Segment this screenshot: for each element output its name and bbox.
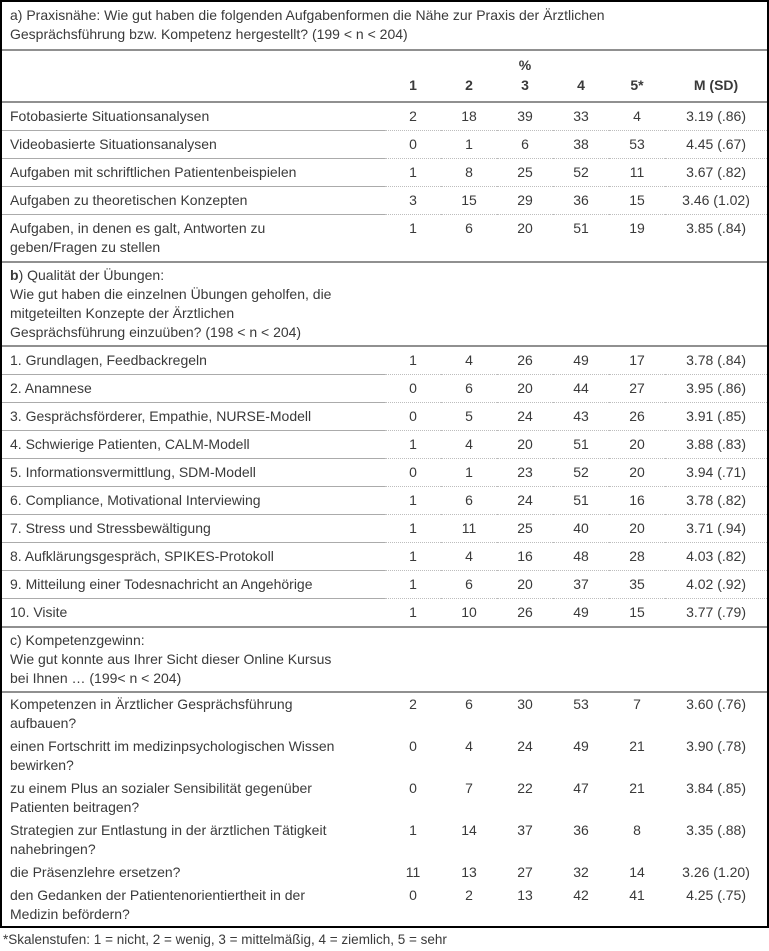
rating-value-cell: 0: [385, 459, 441, 487]
rating-value-cell: 1: [385, 599, 441, 628]
rating-value-cell: 30: [517, 696, 533, 712]
row-label-line: zu einem Plus an sozialer Sensibilität gegenüber: [10, 780, 312, 796]
rating-value-cell: 6: [441, 487, 497, 515]
rating-value-cell: 49: [553, 346, 609, 375]
rating-value-cell: 1: [385, 571, 441, 599]
section-header-line-text: c) Kompetenzgewinn:: [10, 632, 145, 648]
rating-value-cell: 37: [553, 571, 609, 599]
rating-value-cell: 2: [409, 696, 417, 712]
rating-value-cell: 40: [553, 515, 609, 543]
rating-value-cell: 53: [609, 131, 665, 159]
row-label-line: 9. Mitteilung einer Todesnachricht an Angehörige: [10, 576, 313, 592]
row-label-line: den Gedanken der Patientenorientiertheit in der: [10, 887, 305, 903]
mean-sd-cell: 3.85 (.84): [665, 215, 767, 263]
row-label-cell: [2, 459, 385, 487]
section-header-line: [10, 285, 375, 304]
rating-value-cell: 22: [517, 780, 533, 796]
mean-sd-cell: 3.78 (.84): [665, 346, 767, 375]
section-header-a: [2, 2, 767, 50]
section-header-line: [10, 25, 757, 44]
table-row: [2, 187, 767, 215]
rating-value-cell: 14: [461, 822, 477, 838]
rating-value-cell: 1: [441, 459, 497, 487]
mean-sd-cell: 4.03 (.82): [665, 543, 767, 571]
rating-value-cell: 5: [441, 403, 497, 431]
section-header-text: [2, 262, 385, 346]
row-label-cell: [2, 543, 385, 571]
rating-value-cell: 4: [441, 346, 497, 375]
table-row: [2, 459, 767, 487]
table-row: [2, 735, 767, 777]
mean-sd-cell: 3.90 (.78): [686, 738, 746, 754]
rating-value-cell: 48: [553, 543, 609, 571]
row-label-line: 4. Schwierige Patienten, CALM-Modell: [10, 436, 250, 452]
rating-value-cell: 53: [573, 696, 589, 712]
rating-value-cell: 1: [409, 822, 417, 838]
mean-sd-cell: 3.26 (1.20): [682, 864, 750, 880]
row-label-line: 10. Visite: [10, 604, 68, 620]
section-header-line-text: Gesprächsführung einzuüben? (198 < n < 204): [10, 324, 302, 340]
rating-value-cell: 1: [441, 131, 497, 159]
rating-value-cell: 43: [553, 403, 609, 431]
row-label-line: 7. Stress und Stressbewältigung: [10, 520, 211, 536]
rating-value-cell: 0: [409, 887, 417, 903]
row-label-line: 2. Anamnese: [10, 380, 92, 396]
scale-column-header: 2: [441, 75, 497, 102]
row-label-line: Kompetenzen in Ärztlicher Gesprächsführung: [10, 696, 293, 712]
empty-cell: [385, 262, 441, 346]
row-label-line: Aufgaben, in denen es galt, Antworten zu: [10, 220, 266, 236]
rating-value-cell: 0: [409, 780, 417, 796]
rating-value-cell: 14: [629, 864, 645, 880]
scale-column-header: 1: [385, 75, 441, 102]
rating-value-cell: 23: [497, 459, 553, 487]
row-label-cell: [2, 819, 385, 861]
rating-value-cell: 25: [497, 159, 553, 187]
rating-value-cell: 8: [441, 159, 497, 187]
row-label-cell: [2, 215, 385, 263]
rating-value-cell: 4: [441, 543, 497, 571]
empty-cell: [553, 262, 609, 346]
section-header-text: [2, 627, 385, 692]
section-header-line: [10, 323, 375, 342]
mean-sd-cell: 3.91 (.85): [665, 403, 767, 431]
rating-value-cell: 35: [609, 571, 665, 599]
row-label-line: bewirken?: [10, 757, 74, 773]
row-label-line: 8. Aufklärungsgespräch, SPIKES-Protokoll: [10, 548, 274, 564]
section-header-line-text: mitgeteilten Konzepte der Ärztlichen: [10, 305, 235, 321]
rating-value-cell: 52: [553, 459, 609, 487]
rating-value-cell: 20: [609, 459, 665, 487]
msd-column-header: M (SD): [665, 75, 767, 102]
row-label-cell: [2, 187, 385, 215]
row-label-line: Fotobasierte Situationsanalysen: [10, 108, 210, 124]
table-row: [2, 599, 767, 628]
row-label-cell: [2, 102, 385, 131]
section-header-bold-prefix: b: [10, 267, 19, 283]
row-label-cell: [2, 131, 385, 159]
row-label-line: die Präsenzlehre ersetzen?: [10, 864, 181, 880]
section-header-line: [10, 304, 375, 323]
row-label-line: 6. Compliance, Motivational Interviewing: [10, 492, 261, 508]
row-label-line: Aufgaben zu theoretischen Konzepten: [10, 192, 248, 208]
rating-value-cell: 21: [629, 738, 645, 754]
empty-cell: [385, 627, 441, 692]
rating-value-cell: 26: [497, 599, 553, 628]
section-header-line-text: Wie gut haben die einzelnen Übungen geholfen, die: [10, 286, 332, 302]
rating-value-cell: 16: [609, 487, 665, 515]
row-label-cell: [2, 861, 385, 884]
rating-value-cell: 24: [497, 403, 553, 431]
row-label-cell: [2, 735, 385, 777]
section-header-line-text: Gesprächsführung bzw. Kompetenz hergestellt? (199 < n < 204): [10, 26, 408, 42]
rating-value-cell: 20: [609, 515, 665, 543]
table-row: [2, 431, 767, 459]
empty-cell: [497, 627, 553, 692]
rating-value-cell: 20: [497, 431, 553, 459]
rating-value-cell: 41: [629, 887, 645, 903]
rating-value-cell: 15: [441, 187, 497, 215]
rating-value-cell: 1: [385, 543, 441, 571]
row-label-cell: [2, 487, 385, 515]
rating-value-cell: 16: [497, 543, 553, 571]
mean-sd-cell: 3.60 (.76): [686, 696, 746, 712]
percent-label: %: [518, 57, 532, 73]
mean-sd-cell: 3.94 (.71): [665, 459, 767, 487]
table-row: [2, 861, 767, 884]
mean-sd-cell: 3.84 (.85): [686, 780, 746, 796]
rating-value-cell: 47: [573, 780, 589, 796]
section-header-line: [10, 6, 757, 25]
rating-value-cell: 7: [633, 696, 641, 712]
row-label-cell: [2, 431, 385, 459]
mean-sd-cell: 3.35 (.88): [686, 822, 746, 838]
mean-sd-cell: 4.25 (.75): [686, 887, 746, 903]
rating-value-cell: 0: [385, 403, 441, 431]
row-label-line: geben/Fragen zu stellen: [10, 239, 161, 255]
section-header-text: [2, 2, 767, 50]
empty-cell: [609, 262, 665, 346]
section-header-line: [10, 669, 375, 688]
rating-value-cell: 4: [441, 431, 497, 459]
table-row: [2, 777, 767, 819]
section-header-line-text: ) Qualität der Übungen:: [18, 267, 165, 283]
rating-value-cell: 51: [553, 431, 609, 459]
rating-value-cell: 26: [497, 346, 553, 375]
table-row: [2, 543, 767, 571]
rating-value-cell: 33: [553, 102, 609, 131]
row-label-cell: [2, 571, 385, 599]
row-label-line: Aufgaben mit schriftlichen Patientenbeispielen: [10, 164, 297, 180]
section-header-b: [2, 262, 767, 346]
empty-cell: [609, 627, 665, 692]
rating-value-cell: 20: [497, 215, 553, 263]
mean-sd-cell: 3.88 (.83): [665, 431, 767, 459]
table-row: [2, 403, 767, 431]
rating-value-cell: 17: [609, 346, 665, 375]
row-label-line: 5. Informationsvermittlung, SDM-Modell: [10, 464, 256, 480]
table-row: [2, 215, 767, 263]
row-label-cell: [2, 599, 385, 628]
rating-value-cell: 19: [609, 215, 665, 263]
mean-sd-cell: 3.71 (.94): [665, 515, 767, 543]
row-label-cell: [2, 515, 385, 543]
mean-sd-cell: 4.02 (.92): [665, 571, 767, 599]
table-row: [2, 515, 767, 543]
rating-value-cell: 38: [553, 131, 609, 159]
row-label-line: Strategien zur Entlastung in der ärztlichen Tätigkeit: [10, 822, 327, 838]
rating-value-cell: 1: [385, 346, 441, 375]
rating-value-cell: 4: [609, 102, 665, 131]
row-label-line: aufbauen?: [10, 715, 77, 731]
row-label-line: Videobasierte Situationsanalysen: [10, 136, 217, 152]
row-label-cell: [2, 692, 385, 735]
rating-value-cell: 4: [465, 738, 473, 754]
rating-value-cell: 6: [441, 571, 497, 599]
rating-value-cell: 8: [633, 822, 641, 838]
row-label-line: nahebringen?: [10, 841, 96, 857]
table-row: [2, 571, 767, 599]
rating-value-cell: 6: [441, 215, 497, 263]
rating-value-cell: 51: [553, 487, 609, 515]
percent-header-row: [2, 50, 767, 75]
row-label-line: 3. Gesprächsförderer, Empathie, NURSE-Modell: [10, 408, 312, 424]
empty-cell: [665, 50, 767, 75]
rating-value-cell: 11: [609, 159, 665, 187]
empty-cell: [441, 627, 497, 692]
table-row: [2, 159, 767, 187]
section-header-line-text: Wie gut konnte aus Ihrer Sicht dieser Online Kursus: [10, 651, 332, 667]
section-header-line: [10, 266, 375, 285]
scale-column-header: 3: [497, 75, 553, 102]
rating-value-cell: 42: [573, 887, 589, 903]
table-row: [2, 102, 767, 131]
rating-value-cell: 1: [385, 431, 441, 459]
row-label-cell: [2, 777, 385, 819]
table-row: [2, 346, 767, 375]
row-label-line: 1. Grundlagen, Feedbackregeln: [10, 352, 207, 368]
section-header-line-text: a) Praxisnähe: Wie gut haben die folgenden Aufgabenformen die Nähe zur Praxis der Ärztlichen: [10, 7, 605, 23]
empty-cell: [2, 50, 385, 75]
table-row: [2, 692, 767, 735]
rating-value-cell: 1: [385, 515, 441, 543]
empty-cell: [441, 262, 497, 346]
rating-value-cell: 32: [573, 864, 589, 880]
row-label-line: Patienten beitragen?: [10, 799, 140, 815]
rating-value-cell: 13: [517, 887, 533, 903]
rating-value-cell: 6: [497, 131, 553, 159]
rating-value-cell: 36: [553, 187, 609, 215]
rating-value-cell: 0: [385, 375, 441, 403]
table-row: [2, 819, 767, 861]
empty-cell: [497, 262, 553, 346]
empty-cell: [2, 75, 385, 102]
scale-column-header: 5*: [609, 75, 665, 102]
column-header-row: [2, 75, 767, 102]
mean-sd-cell: 3.67 (.82): [665, 159, 767, 187]
mean-sd-cell: 3.95 (.86): [665, 375, 767, 403]
rating-value-cell: 18: [441, 102, 497, 131]
section-header-c: [2, 627, 767, 692]
rating-value-cell: 1: [385, 487, 441, 515]
rating-value-cell: 20: [609, 431, 665, 459]
table-row: [2, 487, 767, 515]
rating-value-cell: 21: [629, 780, 645, 796]
section-header-line: [10, 631, 375, 650]
table-body: [2, 2, 767, 926]
rating-value-cell: 1: [385, 215, 441, 263]
table-row: [2, 131, 767, 159]
rating-value-cell: 26: [609, 403, 665, 431]
row-label-cell: [2, 346, 385, 375]
scale-footnote: *Skalenstufen: 1 = nicht, 2 = wenig, 3 = mittelmäßig, 4 = ziemlich, 5 = sehr: [3, 932, 447, 947]
rating-value-cell: 37: [517, 822, 533, 838]
rating-value-cell: 29: [497, 187, 553, 215]
rating-value-cell: 24: [517, 738, 533, 754]
row-label-line: einen Fortschritt im medizinpsychologischen Wissen: [10, 738, 335, 754]
rating-value-cell: 10: [441, 599, 497, 628]
rating-value-cell: 49: [573, 738, 589, 754]
scale-column-header: 4: [553, 75, 609, 102]
rating-value-cell: 20: [497, 375, 553, 403]
row-label-cell: [2, 403, 385, 431]
empty-cell: [665, 627, 767, 692]
rating-value-cell: 27: [609, 375, 665, 403]
rating-value-cell: 6: [441, 375, 497, 403]
row-label-line: Medizin befördern?: [10, 906, 130, 922]
rating-value-cell: 24: [497, 487, 553, 515]
rating-value-cell: 6: [465, 696, 473, 712]
row-label-cell: [2, 884, 385, 926]
rating-value-cell: 1: [385, 159, 441, 187]
section-header-line-text: bei Ihnen … (199< n < 204): [10, 670, 182, 686]
rating-value-cell: 0: [409, 738, 417, 754]
row-label-cell: [2, 159, 385, 187]
rating-value-cell: 51: [553, 215, 609, 263]
section-header-line: [10, 650, 375, 669]
rating-value-cell: 36: [573, 822, 589, 838]
rating-value-cell: 27: [517, 864, 533, 880]
mean-sd-cell: 3.77 (.79): [665, 599, 767, 628]
table-row: [2, 375, 767, 403]
rating-value-cell: 44: [553, 375, 609, 403]
table-row: [2, 884, 767, 926]
rating-value-cell: 2: [385, 102, 441, 131]
rating-value-cell: 15: [609, 599, 665, 628]
rating-value-cell: 11: [405, 864, 421, 880]
empty-cell: [665, 262, 767, 346]
mean-sd-cell: 3.46 (1.02): [665, 187, 767, 215]
empty-cell: [553, 627, 609, 692]
rating-value-cell: 7: [465, 780, 473, 796]
rating-value-cell: 15: [609, 187, 665, 215]
rating-value-cell: 25: [497, 515, 553, 543]
mean-sd-cell: 4.45 (.67): [665, 131, 767, 159]
rating-value-cell: 3: [385, 187, 441, 215]
evaluation-table: [2, 2, 767, 926]
rating-value-cell: 11: [441, 515, 497, 543]
rating-value-cell: 49: [553, 599, 609, 628]
rating-value-cell: 39: [497, 102, 553, 131]
rating-value-cell: 13: [461, 864, 477, 880]
row-label-cell: [2, 375, 385, 403]
rating-value-cell: 20: [497, 571, 553, 599]
rating-value-cell: 2: [465, 887, 473, 903]
rating-value-cell: 52: [553, 159, 609, 187]
rating-value-cell: 0: [385, 131, 441, 159]
rating-value-cell: 28: [609, 543, 665, 571]
mean-sd-cell: 3.78 (.82): [665, 487, 767, 515]
mean-sd-cell: 3.19 (.86): [665, 102, 767, 131]
